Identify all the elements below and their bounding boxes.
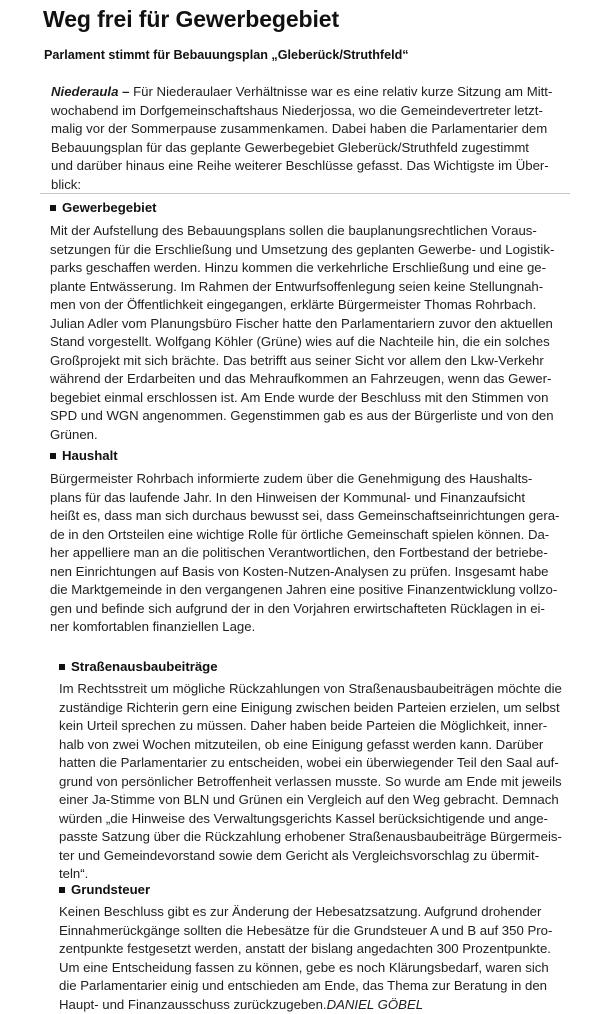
- text-line: Stand vorgestellt. Wolfgang Köhler (Grüne) wies auf die Nachteile hin, die ein solches: [50, 333, 580, 352]
- square-bullet-icon: [59, 664, 65, 670]
- section-body-haushalt: [50, 470, 580, 637]
- text-line: Grünen.: [50, 426, 580, 445]
- text-line: ner komfortablen finanziellen Lage.: [50, 618, 580, 637]
- text-line: heißt es, dass man sich durchaus bewusst sei, dass Gemeinschaftseinrichtungen gera-: [50, 507, 580, 526]
- text-line: Bürgermeister Rohrbach informierte zudem über die Genehmigung des Haushalts-: [50, 470, 580, 489]
- text-line: ter und Gemeindevorstand sowie dem Gericht als Vergleichsvorschlag zu übermit-: [59, 847, 589, 866]
- text-line: parks geschaffen werden. Hinzu kommen die verkehrliche Erschließung und eine ge-: [50, 259, 580, 278]
- text-line: während der Erdarbeiten und das Mehraufkommen an Fahrzeugen, wenn das Gewer-: [50, 370, 580, 389]
- intro-paragraph: [51, 83, 581, 194]
- square-bullet-icon: [50, 453, 56, 459]
- place-name: Niederaula –: [51, 84, 129, 99]
- text-line: Bebauungsplan für das geplante Gewerbegebiet Gleberück/Struthfeld zugestimmt: [51, 139, 581, 158]
- text-line: die Parlamentarier einig und entschieden am Ende, das Thema zur Beratung in den: [59, 977, 589, 996]
- text-line: men von der Öffentlichkeit eingegangen, erklärte Bürgermeister Thomas Rohrbach.: [50, 296, 580, 315]
- text-line: Mit der Aufstellung des Bebauungsplans sollen die bauplanungsrechtlichen Voraus-: [50, 222, 580, 241]
- text-line: einer Ja-Stimme von BLN und Grünen ein Vergleich auf den Weg gebracht. Demnach: [59, 791, 589, 810]
- section-body-strassenausbaubeitraege: [59, 680, 589, 884]
- section-heading-grundsteuer: Grundsteuer: [59, 882, 150, 897]
- text-line: Julian Adler vom Planungsbüro Fischer hatte den Parlamentariern zuvor den aktuellen: [50, 315, 580, 334]
- text-line: SPD und WGN angenommen. Gegenstimmen gab es aus der Bürgerliste und von den: [50, 407, 580, 426]
- text-line: her appelliere man an die politischen Verantwortlichen, den Fortbestand der betriebe-: [50, 544, 580, 563]
- text-line: wochabend im Dorfgemeinschaftshaus Niederjossa, wo die Gemeindevertreter letzt-: [51, 102, 581, 121]
- text-line: hatten die Parlamentarier zu entscheiden, wobei ein überwiegender Teil den Saal auf-: [59, 754, 589, 773]
- square-bullet-icon: [50, 205, 56, 211]
- text-line: passte Satzung über die Rückzahlung erhobener Straßenausbaubeiträge Bürgermeis-: [59, 828, 589, 847]
- text-line: würden „die Hinweise des Verwaltungsgerichts Kassel berücksichtigende und ange-: [59, 810, 589, 829]
- text-line: Haupt- und Finanzausschuss zurückzugeben.DANIEL GÖBEL: [59, 996, 589, 1014]
- text-line: teln“.: [59, 865, 589, 884]
- section-body-grundsteuer: [59, 903, 589, 1014]
- headline: Weg frei für Gewerbegebiet: [43, 6, 339, 33]
- author-byline: DANIEL GÖBEL: [327, 997, 424, 1012]
- section-heading-haushalt: Haushalt: [50, 448, 118, 463]
- text-line: und darüber hinaus eine Reihe weiterer Beschlüsse gefasst. Das Wichtigste im Über-: [51, 157, 581, 176]
- section-body-gewerbegebiet: [50, 222, 580, 444]
- text-line: Niederaula – Für Niederaulaer Verhältnisse war es eine relativ kurze Sitzung am Mitt-: [51, 83, 581, 102]
- subheadline: Parlament stimmt für Bebauungsplan „Gleberück/Struthfeld“: [44, 48, 409, 62]
- text-line: gen und befinde sich aufgrund der in den Vorjahren erwirtschafteten Rücklagen in ei-: [50, 600, 580, 619]
- text-line: nen Einrichtungen auf Basis von Kosten-Nutzen-Analysen zu prüfen. Insgesamt habe: [50, 563, 580, 582]
- square-bullet-icon: [59, 887, 65, 893]
- text-line: grund von persönlicher Betroffenheit verlassen musste. So wurde am Ende mit jeweils: [59, 773, 589, 792]
- text-line: plante Entwässerung. Im Rahmen der Entwurfsoffenlegung seien keine Stellungnah-: [50, 278, 580, 297]
- text-line: malig vor der Sommerpause zusammenkamen. Dabei haben die Parlamentarier dem: [51, 120, 581, 139]
- text-line: plans für das laufende Jahr. In den Hinweisen der Kommunal- und Finanzaufsicht: [50, 489, 580, 508]
- text-line: Im Rechtsstreit um mögliche Rückzahlungen von Straßenausbaubeiträgen möchte die: [59, 680, 589, 699]
- text-line: begebiet einmal erschlossen ist. Am Ende wurde der Beschluss mit den Stimmen von: [50, 389, 580, 408]
- text-line: zentpunkte festgesetzt werden, anstatt der bislang angedachten 300 Prozentpunkte.: [59, 940, 589, 959]
- text-line: Einnahmerückgänge sollten die Hebesätze für die Grundsteuer A und B auf 350 Pro-: [59, 922, 589, 941]
- section-heading-gewerbegebiet: Gewerbegebiet: [50, 200, 157, 215]
- text-line: Großprojekt mit sich brächte. Das betrifft aus seiner Sicht vor allem den Lkw-Verkehr: [50, 352, 580, 371]
- text-line: Keinen Beschluss gibt es zur Änderung der Hebesatzsatzung. Aufgrund drohender: [59, 903, 589, 922]
- text-line: zuständige Richterin gern eine Einigung zwischen beiden Parteien erzielen, um selbst: [59, 699, 589, 718]
- text-line: die Marktgemeinde in den vergangenen Jahren eine positive Finanzentwicklung vollzo-: [50, 581, 580, 600]
- text-line: de in den Ortsteilen eine wichtige Rolle für örtliche Gemeinschaft spielen können. Da-: [50, 526, 580, 545]
- divider: [40, 193, 570, 194]
- text-line: Um eine Entscheidung fassen zu können, gebe es noch Klärungsbedarf, waren sich: [59, 959, 589, 978]
- section-heading-strassenausbaubeitraege: Straßenausbaubeiträge: [59, 659, 218, 674]
- text-line: setzungen für die Erschließung und Umsetzung des geplanten Gewerbe- und Logistik-: [50, 241, 580, 260]
- text-line: halb von zwei Wochen mitzuteilen, ob eine Einigung gefasst werden kann. Darüber: [59, 736, 589, 755]
- text-line: blick:: [51, 176, 581, 195]
- text-line: kein Urteil sprechen zu müssen. Daher haben beide Parteien die Möglichkeit, inner-: [59, 717, 589, 736]
